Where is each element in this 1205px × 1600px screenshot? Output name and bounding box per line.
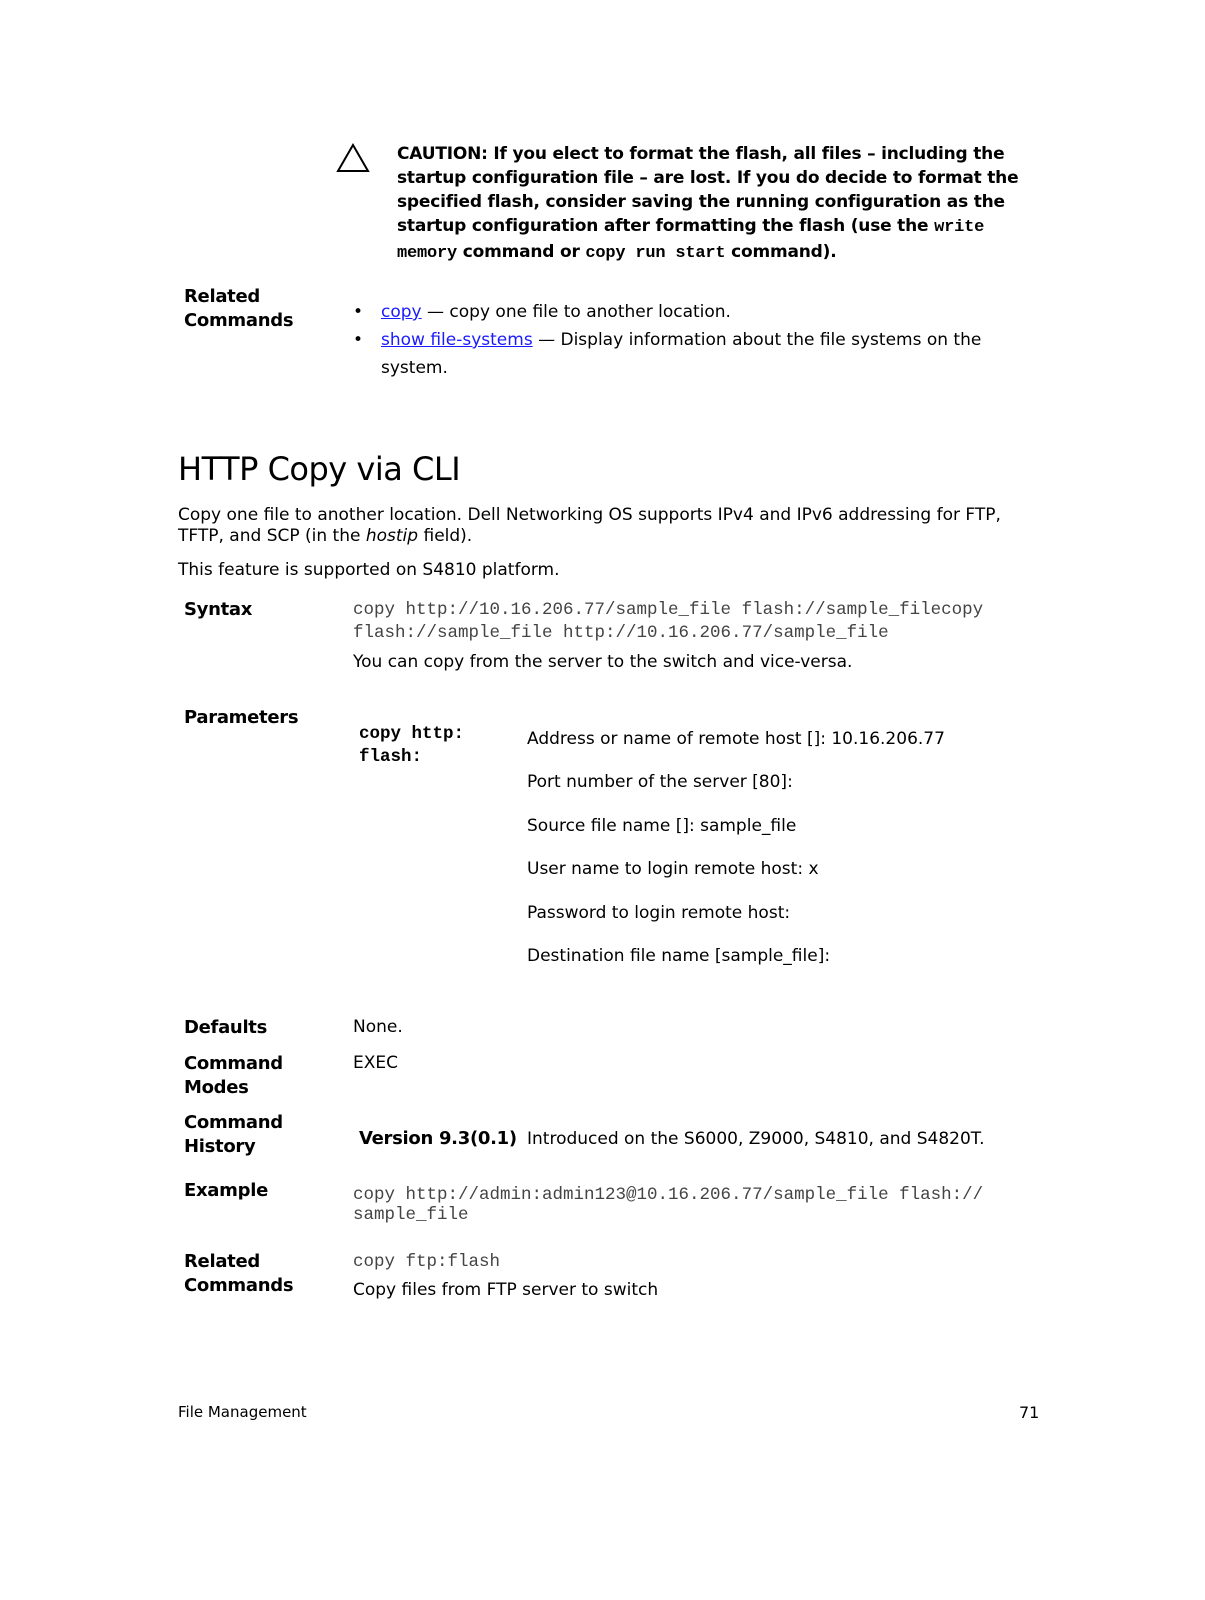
command-modes-value: EXEC bbox=[353, 1053, 398, 1073]
defaults-value: None. bbox=[353, 1017, 403, 1037]
history-version: Version 9.3(0.1) bbox=[359, 1128, 517, 1149]
prompt-remote-host: Address or name of remote host []: 10.16.206.77 bbox=[527, 729, 945, 749]
caution-text-tail: command). bbox=[731, 242, 837, 262]
caution-text-mid: command or bbox=[462, 242, 580, 262]
syntax-label: Syntax bbox=[184, 599, 253, 620]
parameter-command: copy http: flash: bbox=[359, 724, 465, 767]
prompt-source-file: Source file name []: sample_file bbox=[527, 816, 797, 836]
link-copy[interactable]: copy bbox=[381, 302, 422, 322]
syntax-note: You can copy from the server to the switch and vice-versa. bbox=[353, 652, 853, 672]
section-intro: Copy one file to another location. Dell Networking OS supports IPv4 and IPv6 addressing for FTP, TFTP, and SCP (in the hostip field). bbox=[178, 505, 1001, 546]
parameters-label: Parameters bbox=[184, 707, 299, 728]
section-title: HTTP Copy via CLI bbox=[178, 450, 461, 488]
hostip-emphasis: hostip bbox=[365, 526, 419, 546]
platform-support-note: This feature is supported on S4810 platform. bbox=[178, 560, 560, 580]
command-history-label: Command History bbox=[184, 1112, 283, 1157]
prompt-port-number: Port number of the server [80]: bbox=[527, 772, 793, 792]
warning-triangle-icon bbox=[336, 143, 370, 173]
related-command-description: — copy one file to another location. bbox=[427, 302, 731, 322]
related-command-code: copy ftp:flash bbox=[353, 1252, 501, 1272]
example-code: copy http://admin:admin123@10.16.206.77/sample_file flash:// sample_file bbox=[353, 1185, 984, 1225]
example-label: Example bbox=[184, 1180, 268, 1201]
bullet-icon: • bbox=[353, 330, 364, 350]
list-item bbox=[353, 326, 1053, 382]
related-commands-label: Related Commands bbox=[184, 286, 294, 331]
history-description: Introduced on the S6000, Z9000, S4810, and S4820T. bbox=[527, 1129, 985, 1149]
caution-code-write-memory: write memory bbox=[397, 218, 985, 263]
syntax-code: copy http://10.16.206.77/sample_file flash://sample_filecopy flash://sample_file http://10.16.206.77/sample_file bbox=[353, 600, 984, 643]
footer-section-name: File Management bbox=[178, 1403, 307, 1421]
command-modes-label: Command Modes bbox=[184, 1053, 283, 1098]
prompt-user-name: User name to login remote host: x bbox=[527, 859, 819, 879]
caution-note bbox=[397, 142, 1047, 266]
page-number: 71 bbox=[1019, 1403, 1040, 1422]
defaults-label: Defaults bbox=[184, 1017, 268, 1038]
prompt-destination-file: Destination file name [sample_file]: bbox=[527, 946, 831, 966]
caution-text: CAUTION: If you elect to format the flash, all files – including the startup configuration file – are lost. If you do decide to format the specified flash, consider saving the running configuration as the startup configuration after formatting the flash (use the bbox=[397, 144, 1019, 236]
caution-code-copy-run-start: copy run start bbox=[585, 244, 726, 263]
related-commands-list bbox=[353, 298, 1053, 382]
related-command-description: Copy files from FTP server to switch bbox=[353, 1280, 659, 1300]
prompt-password: Password to login remote host: bbox=[527, 903, 791, 923]
link-show-file-systems[interactable]: show file-systems bbox=[381, 330, 533, 350]
list-item bbox=[353, 298, 1053, 326]
related-command-description: — Display information about the file systems on the system. bbox=[381, 330, 982, 378]
related-commands-label: Related Commands bbox=[184, 1251, 294, 1296]
bullet-icon: • bbox=[353, 302, 364, 322]
